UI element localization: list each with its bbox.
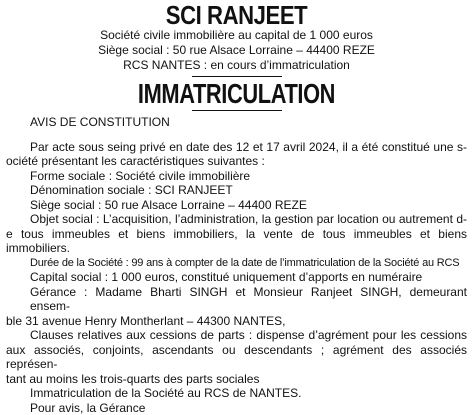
notice-line: ociété présentant les caractéristiques suivantes : — [6, 154, 467, 169]
notice-line: Clauses relatives aux cessions de parts : dispense d’agrément pour les cessions — [6, 328, 467, 343]
section-title: IMMATRICULATION — [57, 80, 417, 108]
notice-line: Objet social : L’acquisition, l’administration, la gestion par location ou autrement d- — [6, 212, 467, 227]
notice-body — [6, 115, 467, 415]
notice-line: ble 31 avenue Henry Montherlant – 44300 NANTES, — [6, 314, 467, 329]
notice-line: Forme sociale : Société civile immobilière — [6, 169, 467, 184]
divider — [192, 110, 282, 111]
company-name: SCI RANJEET — [41, 2, 433, 28]
notice-line: aux associés, conjoints, ascendants ou descendants ; agrément des associés représen- — [6, 343, 467, 372]
notice-line: Dénomination sociale : SCI RANJEET — [6, 183, 467, 198]
notice-line: Pour avis, la Gérance — [6, 401, 467, 415]
company-rcs: RCS NANTES : en cours d’immatriculation — [6, 58, 467, 73]
notice-line: tant au moins les trois-quarts des parts sociales — [6, 372, 467, 387]
spacer — [6, 130, 467, 140]
notice-line: Siège social : 50 rue Alsace Lorraine – 44400 REZE — [6, 198, 467, 213]
notice-line: Gérance : Madame Bharti SINGH et Monsieur Ranjeet SINGH, demeurant ensem- — [6, 285, 467, 314]
notice-line: e tous immeubles et biens immobiliers, la vente de tous immeubles et biens immobiliers. — [6, 227, 467, 256]
company-head-office: Siège social : 50 rue Alsace Lorraine – 44400 REZE — [6, 43, 467, 58]
notice-line: Par acte sous seing privé en date des 12 et 17 avril 2024, il a été constitué une s- — [6, 140, 467, 155]
notice-heading: AVIS DE CONSTITUTION — [6, 115, 467, 130]
divider — [192, 76, 282, 77]
notice-line: Durée de la Société : 99 ans à compter de la date de l’immatriculation de la Société au RCS — [6, 256, 467, 271]
notice-line: Capital social : 1 000 euros, constitué uniquement d’apports en numéraire — [6, 270, 467, 285]
company-form-capital: Société civile immobilière au capital de 1 000 euros — [6, 28, 467, 43]
notice-line: Immatriculation de la Société au RCS de NANTES. — [6, 386, 467, 401]
legal-notice — [0, 2, 473, 402]
